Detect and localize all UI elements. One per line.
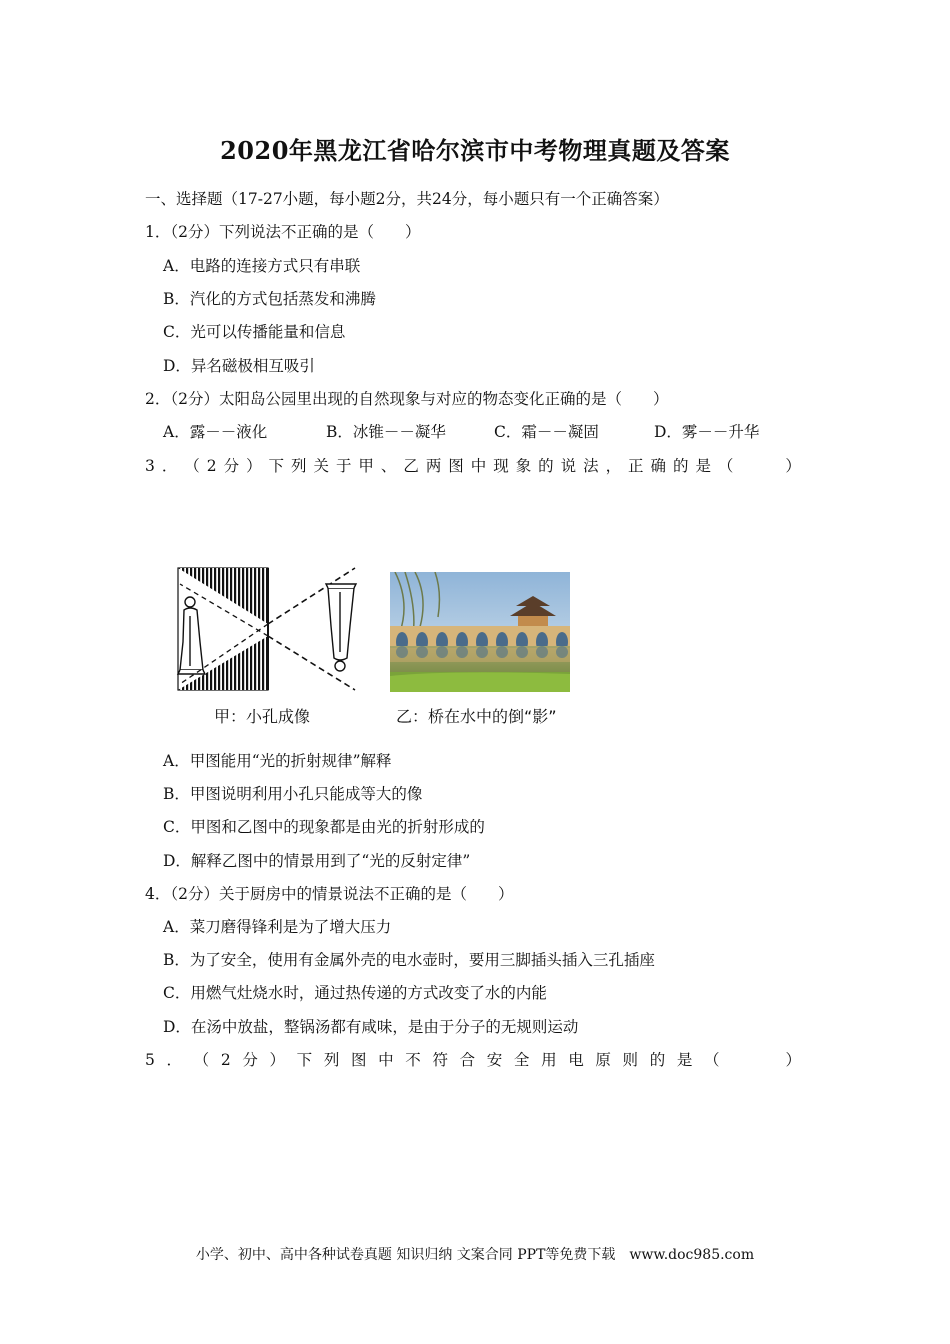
figure-caption-jia: 甲：小孔成像 bbox=[214, 707, 311, 726]
q3-option-c: C．甲图和乙图中的现象都是由光的折射形成的 bbox=[163, 818, 485, 836]
q4-option-b: B．为了安全，使用有金属外壳的电水壶时，要用三脚插头插入三孔插座 bbox=[163, 951, 655, 969]
q4-option-c: C．用燃气灶烧水时，通过热传递的方式改变了水的内能 bbox=[163, 984, 547, 1002]
pinhole-camera-figure bbox=[170, 566, 370, 694]
q1-option-a: A．电路的连接方式只有串联 bbox=[163, 257, 361, 275]
question-5-stem: 5 ． （ 2 分 ） 下 列 图 中 不 符 合 安 全 用 电 原 则 的 是 （ ） bbox=[145, 1051, 801, 1069]
page-title: 2020年黑龙江省哈尔滨市中考物理真题及答案 bbox=[220, 136, 730, 165]
q4-option-a: A．菜刀磨得锋利是为了增大压力 bbox=[163, 918, 392, 936]
bridge-reflection-photo bbox=[390, 572, 570, 692]
q3-option-a: A．甲图能用“光的折射规律”解释 bbox=[163, 752, 392, 770]
q2-option-a: A．露－－液化 bbox=[163, 423, 268, 441]
figure-caption-yi: 乙：桥在水中的倒“影” bbox=[396, 707, 557, 726]
inverted-person-icon bbox=[326, 584, 356, 671]
question-3-stem: 3 ． （ 2 分 ） 下 列 关 于 甲 、 乙 两 图 中 现 象 的 说 法 ， 正 确 的 是 （ ） bbox=[145, 457, 801, 475]
page-footer: 小学、初中、高中各种试卷真题 知识归纳 文案合同 PPT等免费下载 www.doc985.com bbox=[195, 1247, 755, 1263]
q3-option-b: B．甲图说明利用小孔只能成等大的像 bbox=[163, 785, 423, 803]
q3-option-d: D．解释乙图中的情景用到了“光的反射定律” bbox=[163, 852, 471, 870]
question-2-stem: 2．（2分）太阳岛公园里出现的自然现象与对应的物态变化正确的是（ ） bbox=[145, 390, 669, 408]
q1-option-d: D．异名磁极相互吸引 bbox=[163, 357, 315, 375]
question-4-stem: 4．（2分）关于厨房中的情景说法不正确的是（ ） bbox=[145, 885, 514, 903]
q1-option-c: C．光可以传播能量和信息 bbox=[163, 323, 346, 341]
q2-option-b: B．冰锥－－凝华 bbox=[326, 423, 446, 441]
section-heading: 一、选择题（17-27小题，每小题2分，共24分，每小题只有一个正确答案） bbox=[145, 190, 669, 208]
q1-option-b: B．汽化的方式包括蒸发和沸腾 bbox=[163, 290, 376, 308]
q2-option-c: C．霜－－凝固 bbox=[494, 423, 599, 441]
q2-option-d: D．雾－－升华 bbox=[654, 423, 760, 441]
q4-option-d: D．在汤中放盐，整锅汤都有咸味，是由于分子的无规则运动 bbox=[163, 1018, 579, 1036]
upright-person-icon bbox=[178, 597, 205, 674]
question-1-stem: 1．（2分）下列说法不正确的是（ ） bbox=[145, 223, 421, 241]
q2-options-row bbox=[163, 421, 759, 443]
